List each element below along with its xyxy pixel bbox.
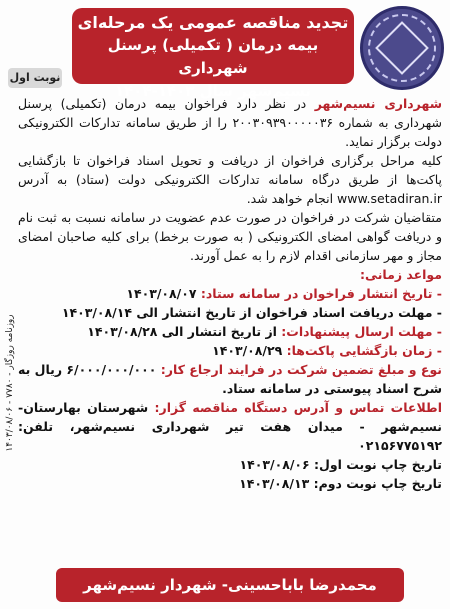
- header: [8, 6, 444, 100]
- print-date-first: تاریخ چاپ نوبت اول: ۱۴۰۳/۰۸/۰۶: [239, 457, 442, 472]
- date-publish-value: ۱۴۰۳/۰۸/۰۷: [126, 286, 201, 301]
- title-line-2: بیمه درمان ( تکمیلی) پرسنل شهرداری: [107, 36, 319, 77]
- date-submission-value: از تاریخ انتشار الی ۱۴۰۳/۰۸/۲۸: [87, 324, 282, 339]
- contact-value: شهرستان بهارستان- نسیم‌شهر - میدان هفت تیر شهرداری نسیم‌شهر، تلفن: ۰۲۱۵۶۷۷۵۱۹۲: [18, 400, 442, 453]
- title-box: [72, 8, 354, 100]
- side-note-text: روزنامه روزگار - ۷۷۸۰ - ۱۴۰۳/۰۸/۰۶: [5, 314, 15, 452]
- date-publish-label: - تاریخ انتشار فراخوان در سامانه ستاد:: [200, 286, 442, 301]
- municipality-logo: [360, 6, 444, 90]
- guarantee-value: ۶/۰۰۰/۰۰۰/۰۰۰ ریال به شرح اسناد پیوستی در سامانه ستاد.: [18, 362, 442, 396]
- organization-name: شهرداری نسیم‌شهر: [314, 96, 442, 111]
- contact-label: اطلاعات تماس و آدرس دستگاه مناقصه گزار:: [154, 400, 442, 415]
- paragraph-registration: متقاضیان شرکت در فراخوان در صورت عدم عضویت در سامانه نسبت به ثبت نام و دریافت گواهی امضای الکترونیکی ( به صورت برخط) برای کلیه صاحبان امضای مجاز و مهر سازمانی اقدام لازم را به عمل آورند.: [18, 210, 442, 263]
- date-opening-value: ۱۴۰۳/۰۸/۲۹: [212, 343, 287, 358]
- date-documents: - مهلت دریافت اسناد فراخوان از تاریخ انتشار الی ۱۴۰۳/۰۸/۱۴: [61, 305, 442, 320]
- title-line-3: نسیم‌شهر سال ۱۴۰۳-۱۴۰۴: [114, 82, 312, 100]
- contact: [18, 398, 442, 455]
- logo-mark-icon: [375, 21, 429, 75]
- date-opening-label: - زمان بازگشایی پاکت‌ها:: [286, 343, 442, 358]
- paragraph-intro: [18, 94, 442, 151]
- intro-text: در نظر دارد فراخوان بیمه درمان (تکمیلی) پرسنل شهرداری به شماره ۲۰۰۳۰۹۳۹۰۰۰۰۰۳۶ را از طریق سامانه تدارکات الکترونیکی دولت برگزار نماید.: [18, 96, 442, 149]
- logo-emblem-icon: [368, 14, 436, 82]
- round-badge: نوبت اول: [8, 68, 62, 88]
- signature-footer: محمدرضا باباحسینی- شهردار نسیم‌شهر: [56, 568, 404, 602]
- date-submission-label: - مهلت ارسال پیشنهادات:: [281, 324, 442, 339]
- notice-body: [18, 94, 442, 493]
- date-opening: [18, 341, 442, 360]
- date-publish: [18, 284, 442, 303]
- guarantee-label: نوع و مبلغ تضمین شرکت در فرایند ارجاع کار:: [160, 362, 442, 377]
- date-submission: [18, 322, 442, 341]
- dates-heading: مواعد زمانی:: [360, 267, 442, 282]
- guarantee: [18, 360, 442, 398]
- print-date-second: تاریخ چاپ نوبت دوم: ۱۴۰۳/۰۸/۱۳: [239, 476, 442, 491]
- paragraph-process: کلیه مراحل برگزاری فراخوان از دریافت و تحویل اسناد فراخوان تا بازگشایی پاکت‌ها از طریق درگاه سامانه تدارکات الکترونیکی دولت (ستاد) به آدرس www.setadiran.ir انجام خواهد شد.: [18, 153, 442, 206]
- side-note: [0, 300, 14, 480]
- title-line-1: تجدید مناقصه عمومی یک مرحله‌ای: [77, 13, 349, 32]
